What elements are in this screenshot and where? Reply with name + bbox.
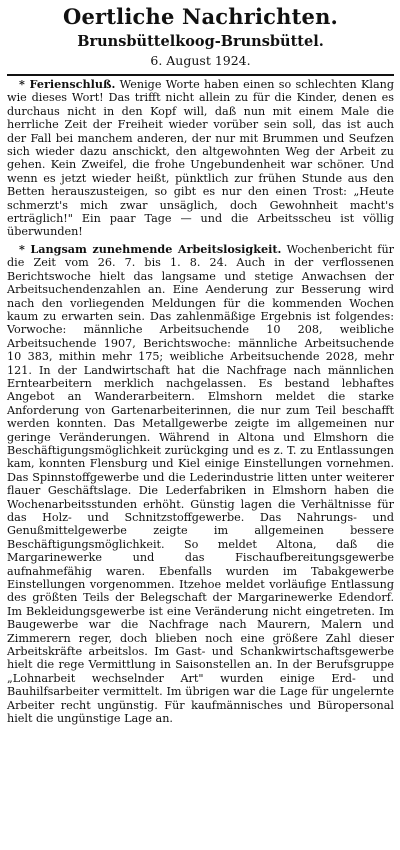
locality-heading: Brunsbüttelkoog-Brunsbüttel. [77, 33, 324, 50]
article-body: Wenige Worte haben einen so schlechten Klang wie dieses Wort! Das trifft nicht allein zu für die Kinder, denen es durchaus nicht in den Kopf will, daß nun mit einem Male die herrliche Zeit der Freiheit wieder vorüber sein soll, das ist auch der Fall bei manchem anderen, der nur mit Brummen und Seufzen sich wieder dazu anschickt, den altgewohnten Weg der Arbeit zu gehen. Kein Zweifel, die frohe Ungebundenheit war schöner. Und wenn es jetzt wieder heißt, pünktlich zur frühen Stunde aus den Betten herauszusteigen, so gibt es nur den einen Trost: „Heute schmerzt's mich zwar unsäglich, doch Gewohnheit macht's erträglich!" Ein paar Tage — und die Arbeitsscheu ist völlig überwunden! [7, 78, 394, 239]
article-ferienschluss [7, 78, 394, 239]
article-heading: * Ferienschluß. [19, 77, 116, 91]
dateline: 6. August 1924. [150, 53, 251, 68]
article-heading: * Langsam zunehmende Arbeitslosigkeit. [19, 241, 282, 256]
section-title: Oertliche Nachrichten. [62, 4, 339, 29]
divider [7, 74, 394, 76]
article-body: Wochenbericht für die Zeit vom 26. 7. bis 1. 8. 24. Auch in der verflossenen Berichtswoche hielt das langsame und stetige Anwachsen der Arbeitsuchendenzahlen an. Eine Aenderung zur Besserung wird nach den vorliegenden Meldungen für die kommenden Wochen kaum zu erwarten sein. Das zahlenmäßige Ergebnis ist folgendes: Vorwoche: männliche Arbeitsuchende 10 208, weibliche Arbeitsuchende 1907, Berichtswoche: männliche Arbeitsuchende 10 383, mithin mehr 175; weibliche Arbeitsuchende 2028, mehr 121. In der Landwirtschaft hat die Nachfrage nach männlichen Erntearbeitern merklich nachgelassen. Es bestand lebhaftes Angebot an Wanderarbeitern. Elmshorn meldet die starke Anforderung von Gartenarbeiterinnen, die nur zum Teil beschafft werden konnten. Das Metallgewerbe zeigte im allgemeinen nur geringe Veränderungen. Während in Altona und Elmshorn die Beschäftigungsmöglichkeit zurückging und es z. T. zu Entlassungen kam, konnten Flensburg und Kiel einige Einstellungen vornehmen. Das Spinnstoffgewerbe und die Lederindustrie litten unter weiterer flauer Geschäftslage. Die Lederfabriken in Elmshorn haben die Wochenarbeitsstunden erhöht. Günstig lagen die Verhältnisse für das Holz- und Schnitzstoffgewerbe. Das Nahrungs- und Genußmittelgewerbe zeigte im allgemeinen bessere Beschäftigungsmöglichkeit. So meldet Altona, daß die Margarinewerke und das Fischaufbereitungsgewerbe aufnahmefähig waren. Ebenfalls wurden im Tabakgewerbe Einstellungen vorgenommen. Itzehoe meldet vorläufige Entlassung des größten Teils der Belegschaft der Margarinewerke Edendorf. Im Bekleidungsgewerbe ist eine Veränderung nicht eingetreten. Im Baugewerbe war die Nachfrage nach Maurern, Malern und Zimmerern reger, doch blieben noch eine größere Zahl dieser Arbeitskräfte arbeitslos. Im Gast- und Schankwirtschaftsgewerbe hielt die rege Vermittlung in Saisonstellen an. In der Berufsgruppe „Lohnarbeit wechselnder Art" wurden einige Erd- und Bauhilfsarbeiter vermittelt. Im übrigen war die Lage für ungelernte Arbeiter recht ungünstig. Für kaufmännisches und Büropersonal hielt die ungünstige Lage an. [7, 242, 394, 726]
article-arbeitslosigkeit [7, 243, 394, 726]
